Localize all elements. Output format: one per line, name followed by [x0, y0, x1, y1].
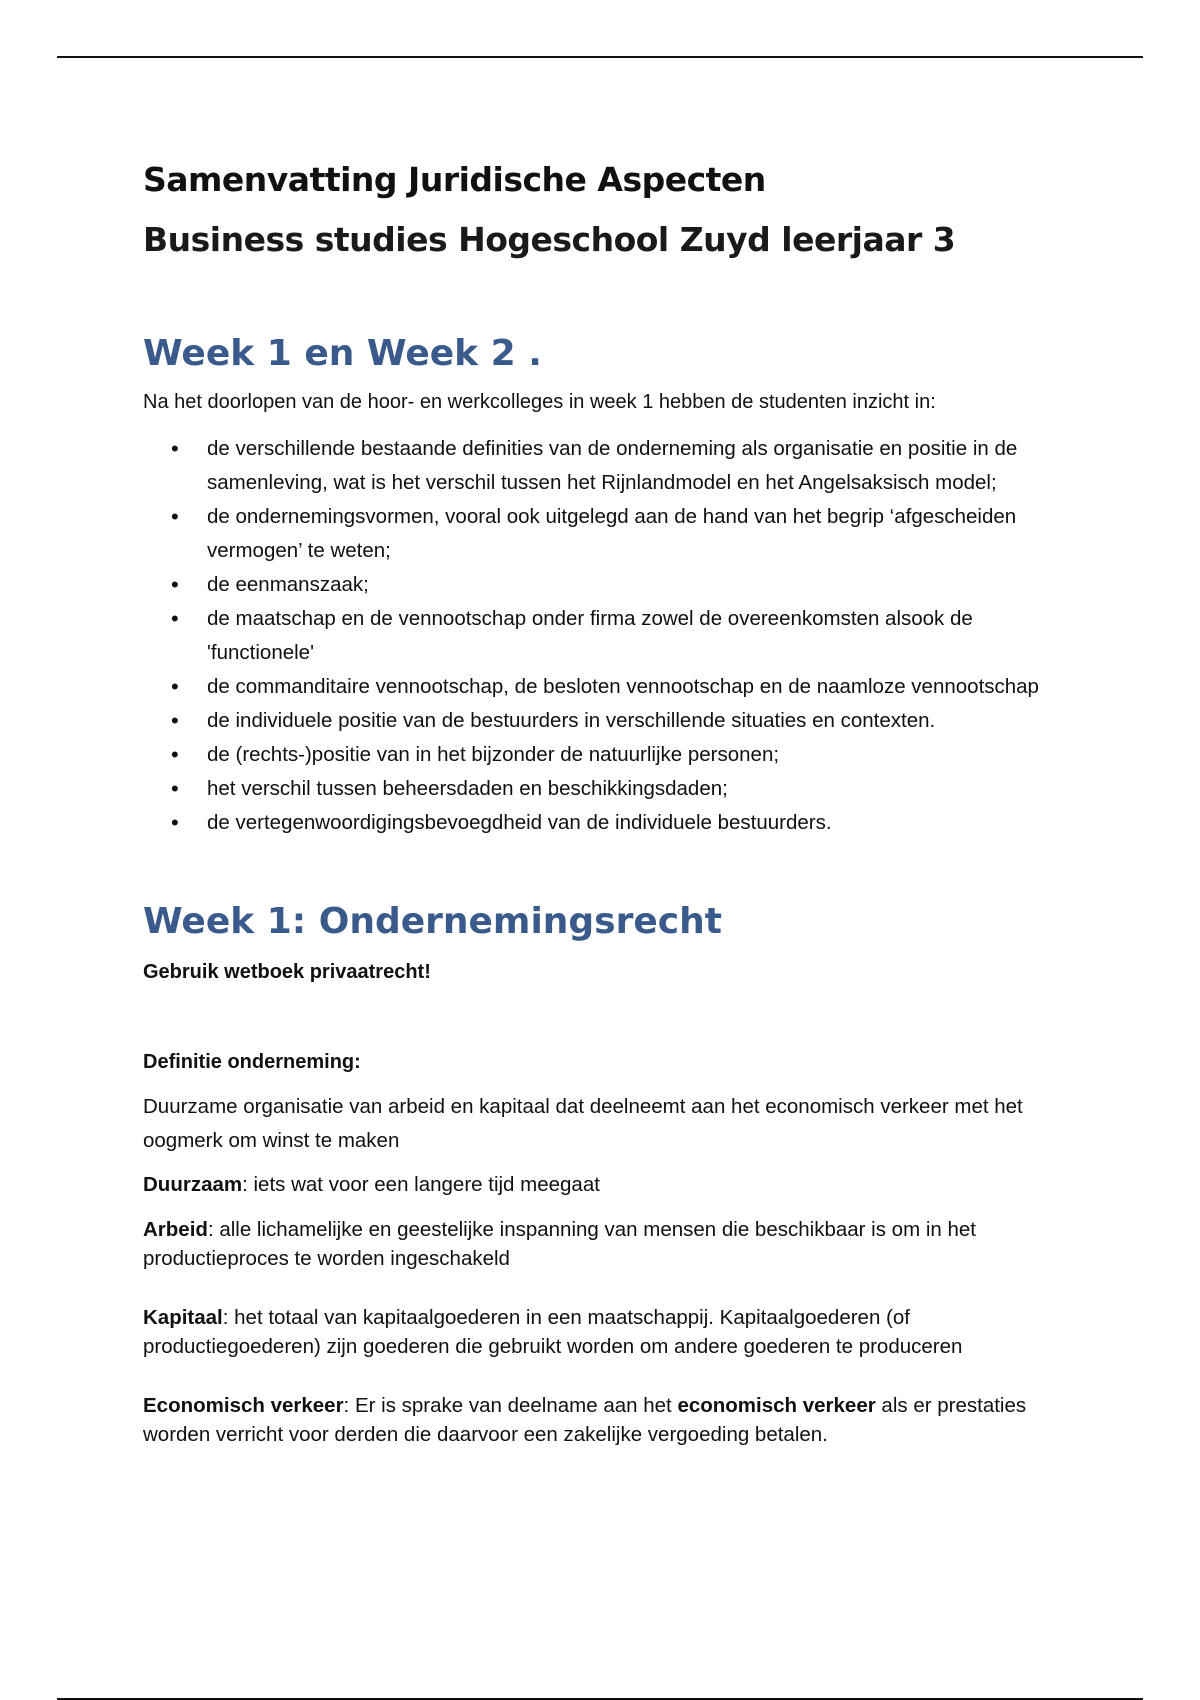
list-item-text: de vertegenwoordigingsbevoegdheid van de individuele bestuurders. — [207, 811, 832, 834]
term-text: : iets wat voor een langere tijd meegaat — [242, 1173, 600, 1196]
term-label: Duurzaam — [143, 1173, 243, 1196]
term-label: Economisch verkeer — [143, 1394, 344, 1417]
document-body — [143, 150, 1063, 1449]
bullet-icon: • — [171, 708, 179, 733]
bullet-icon: • — [171, 742, 179, 767]
bullet-icon: • — [171, 606, 179, 631]
list-item — [143, 738, 1063, 772]
term-label: Arbeid — [143, 1218, 208, 1241]
header-rule — [57, 56, 1143, 58]
bullet-icon: • — [171, 504, 179, 529]
list-item-text: de eenmanszaak; — [207, 573, 369, 596]
list-item — [143, 704, 1063, 738]
section-intro: Na het doorlopen van de hoor- en werkcolleges in week 1 hebben de studenten inzicht in: — [143, 391, 936, 413]
bullet-icon: • — [171, 674, 179, 699]
term-emphasis: economisch verkeer — [677, 1394, 876, 1417]
document-title: Samenvatting Juridische Aspecten — [143, 160, 766, 199]
list-item — [143, 568, 1063, 602]
list-item-text: de maatschap en de vennootschap onder firma zowel de overeenkomsten alsook de 'functionele' — [207, 607, 973, 664]
definition-text: Duurzame organisatie van arbeid en kapitaal dat deelneemt aan het economisch verkeer met het oogmerk om winst te maken — [143, 1095, 1023, 1152]
bullet-icon: • — [171, 436, 179, 461]
list-item-text: de (rechts-)positie van in het bijzonder de natuurlijke personen; — [207, 743, 780, 766]
term-text: : alle lichamelijke en geestelijke inspanning van mensen die beschikbaar is om in het productieproces te worden ingeschakeld — [143, 1218, 976, 1270]
term-text: : Er is sprake van deelname aan het — [343, 1394, 678, 1417]
term-duurzaam — [143, 1170, 1043, 1199]
list-item — [143, 772, 1063, 806]
list-item-text: de commanditaire vennootschap, de besloten vennootschap en de naamloze vennootschap — [207, 675, 1039, 698]
wetboek-note: Gebruik wetboek privaatrecht! — [143, 961, 431, 983]
list-item — [143, 602, 1063, 670]
term-arbeid — [143, 1215, 1043, 1273]
learning-objectives-list — [143, 432, 1063, 840]
term-label: Kapitaal — [143, 1306, 223, 1329]
list-item-text: het verschil tussen beheersdaden en beschikkingsdaden; — [207, 777, 728, 800]
document-subtitle: Business studies Hogeschool Zuyd leerjaar 3 — [143, 220, 956, 259]
list-item — [143, 806, 1063, 840]
term-text: : het totaal van kapitaalgoederen in een maatschappij. Kapitaalgoederen (of productiegoederen) zijn goederen die gebruikt worden om andere goederen te produceren — [143, 1306, 963, 1358]
bullet-icon: • — [171, 776, 179, 801]
list-item-text: de ondernemingsvormen, vooral ook uitgelegd aan de hand van het begrip ‘afgescheiden vermogen’ te weten; — [207, 505, 1017, 562]
section-heading-week-1-en-2: Week 1 en Week 2 . — [143, 333, 542, 374]
definition-heading: Definitie onderneming: — [143, 1051, 361, 1073]
section-heading-ondernemingsrecht: Week 1: Ondernemingsrecht — [143, 901, 722, 942]
list-item — [143, 432, 1063, 500]
bullet-icon: • — [171, 810, 179, 835]
list-item-text: de verschillende bestaande definities van de onderneming als organisatie en positie in de samenleving, wat is het verschil tussen het Rijnlandmodel en het Angelsaksisch model; — [207, 437, 1018, 494]
list-item — [143, 500, 1063, 568]
term-text: als er prestaties worden verricht voor derden die daarvoor een zakelijke vergoeding betalen. — [143, 1394, 1027, 1446]
list-item-text: de individuele positie van de bestuurders in verschillende situaties en contexten. — [207, 709, 936, 732]
term-kapitaal — [143, 1303, 1043, 1361]
bullet-icon: • — [171, 572, 179, 597]
list-item — [143, 670, 1063, 704]
term-economisch-verkeer — [143, 1391, 1043, 1449]
